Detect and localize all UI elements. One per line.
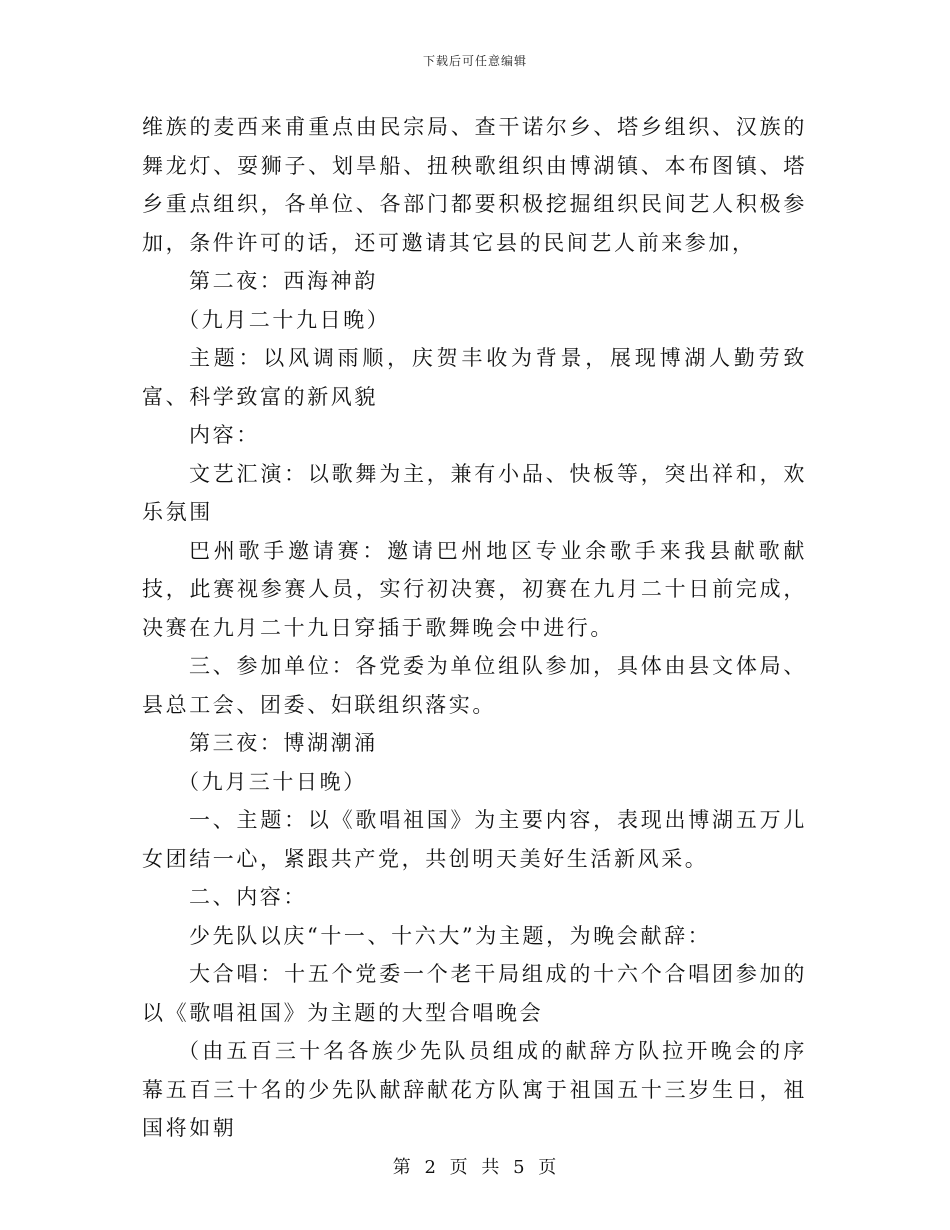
paragraph: 三、参加单位：各党委为单位组队参加，具体由县文体局、县总工会、团委、妇联组织落实。 xyxy=(142,654,807,717)
section-heading: 第三夜：博湖潮涌 xyxy=(189,731,378,755)
paragraph: 内容： xyxy=(189,423,260,447)
paragraph: 大合唱：十五个党委一个老干局组成的十六个合唱团参加的以《歌唱祖国》为主题的大型合唱晚会 xyxy=(142,962,807,1025)
paragraph: 文艺汇演：以歌舞为主，兼有小品、快板等，突出祥和，欢乐氛围 xyxy=(142,461,807,524)
paragraph: 二、内容： xyxy=(189,885,307,909)
date-note: （九月三十日晚） xyxy=(178,769,367,794)
paragraph: 一、主题：以《歌唱祖国》为主要内容，表现出博湖五万儿女团结一心，紧跟共产党，共创明天美好生活新风采。 xyxy=(142,808,807,871)
page-footer: 第 2 页 共 5 页 xyxy=(392,1157,558,1178)
date-note: （九月二十九日晚） xyxy=(178,307,391,332)
paragraph: 维族的麦西来甫重点由民宗局、查干诺尔乡、塔乡组织、汉族的舞龙灯、耍狮子、划旱船、扭秧歌组织由博湖镇、本布图镇、塔乡重点组织，各单位、各部门都要积极挖掘组织民间艺人积极参加，条件许可的话，还可邀请其它县的民间艺人前来参加， xyxy=(142,115,807,255)
paragraph: 巴州歌手邀请赛：邀请巴州地区专业余歌手来我县献歌献技，此赛视参赛人员，实行初决赛，初赛在九月二十日前完成，决赛在九月二十九日穿插于歌舞晚会中进行。 xyxy=(142,538,807,640)
page-header: 下载后可任意编辑 xyxy=(422,54,527,68)
paragraph: 少先队以庆“十一、十六大”为主题，为晚会献辞： xyxy=(189,923,712,948)
document-body xyxy=(142,108,807,1148)
paragraph: 主题：以风调雨顺，庆贺丰收为背景，展现博湖人勤劳致富、科学致富的新风貌 xyxy=(142,346,807,409)
section-heading: 第二夜：西海神韵 xyxy=(189,269,378,293)
paragraph: （由五百三十名各族少先队员组成的献辞方队拉开晚会的序幕五百三十名的少先队献辞献花方队寓于祖国五十三岁生日，祖国将如朝 xyxy=(142,1039,807,1140)
